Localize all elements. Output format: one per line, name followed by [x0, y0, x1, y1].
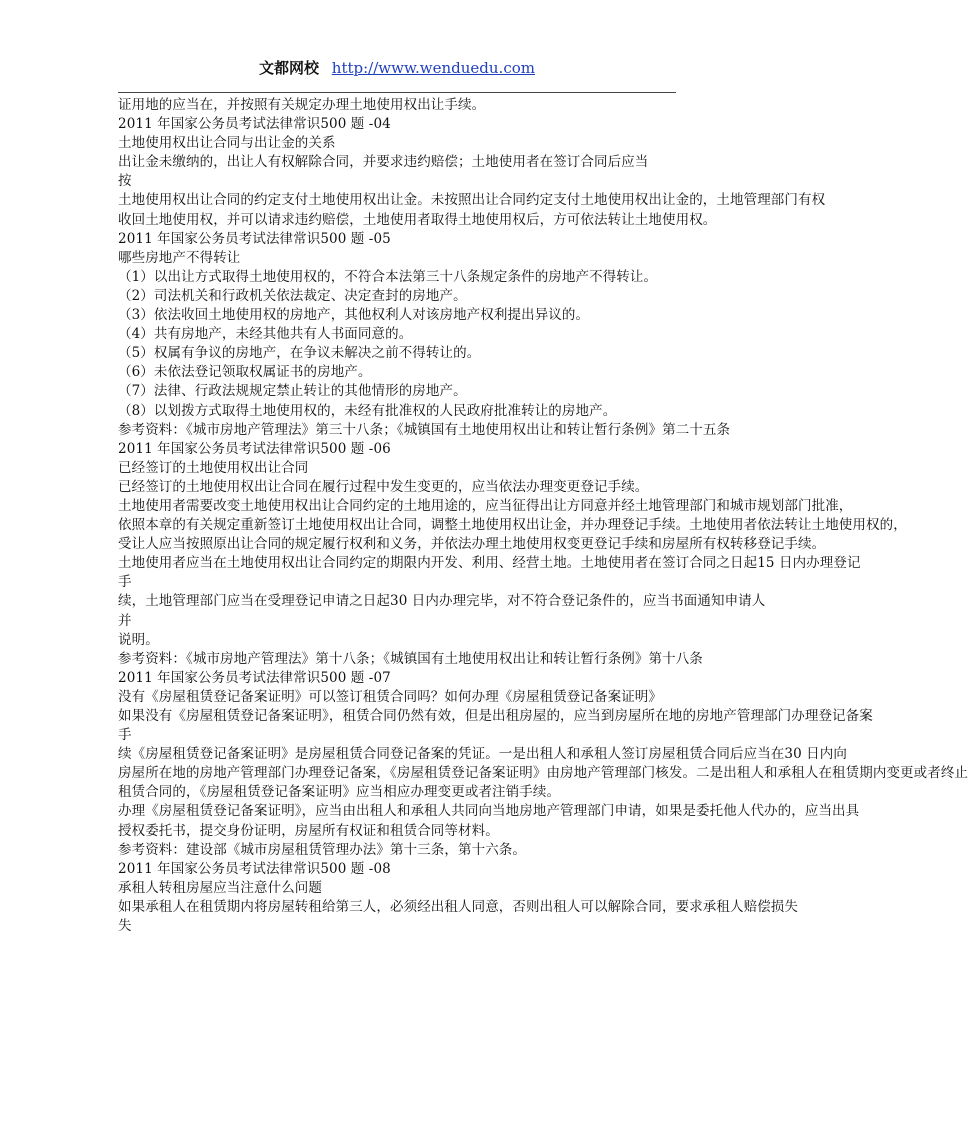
text-line: 2011 年国家公务员考试法律常识500 题 -05: [118, 230, 391, 247]
text-line: 证用地的应当在，并按照有关规定办理土地使用权出让手续。: [118, 97, 486, 113]
text-line: （8）以划拨方式取得土地使用权的，未经有批准权的人民政府批准转让的房地产。: [118, 402, 617, 419]
text-line: 失: [118, 918, 132, 935]
text-line: （1）以出让方式取得土地使用权的，不符合本法第三十八条规定条件的房地产不得转让。: [118, 268, 658, 285]
text-line: 2011 年国家公务员考试法律常识500 题 -07: [118, 669, 391, 686]
text-line: 承租人转租房屋应当注意什么问题: [118, 879, 322, 896]
text-line: 2011 年国家公务员考试法律常识500 题 -04: [118, 116, 391, 133]
text-line: 手: [118, 574, 132, 591]
text-line: （5）权属有争议的房地产，在争议未解决之前不得转让的。: [118, 345, 481, 362]
text-line: 受让人应当按照原出让合同的规定履行权利和义务，并依法办理土地使用权变更登记手续和房屋所有权转移登记手续。: [118, 536, 826, 553]
text-line: （6）未依法登记领取权属证书的房地产。: [118, 364, 372, 381]
text-line: 土地使用权出让合同与出让金的关系: [118, 135, 336, 152]
text-line: 参考资料：建设部《城市房屋租赁管理办法》第十三条，第十六条。: [118, 841, 526, 858]
text-line: 授权委托书，提交身份证明，房屋所有权证和租赁合同等材料。: [118, 822, 499, 839]
text-line: （7）法律、行政法规规定禁止转让的其他情形的房地产。: [118, 383, 467, 400]
text-line: 已经签订的土地使用权出让合同: [118, 459, 309, 476]
text-line: 2011 年国家公务员考试法律常识500 题 -08: [118, 860, 391, 877]
text-line: 参考资料：《城市房地产管理法》第十八条；《城镇国有土地使用权出让和转让暂行条例》第十八条: [118, 650, 703, 667]
text-line: 说明。: [118, 631, 159, 648]
text-line: 土地使用者应当在土地使用权出让合同约定的期限内开发、利用、经营土地。土地使用者在签订合同之日起15 日内办理登记: [118, 555, 861, 572]
text-line: 土地使用权出让合同的约定支付土地使用权出让金。未按照出让合同约定支付土地使用权出让金的，土地管理部门有权: [118, 192, 826, 209]
text-line: 依照本章的有关规定重新签订土地使用权出让合同，调整土地使用权出让金，并办理登记手续。土地使用者依法转让土地使用权的，: [118, 517, 907, 534]
text-line: 没有《房屋租赁登记备案证明》可以签订租赁合同吗？如何办理《房屋租赁登记备案证明》: [118, 688, 662, 705]
text-line: 如果承租人在租赁期内将房屋转租给第三人，必须经出租人同意，否则出租人可以解除合同，要求承租人赔偿损失: [118, 898, 798, 915]
text-line: 土地使用者需要改变土地使用权出让合同约定的土地用途的，应当征得出让方同意并经土地管理部门和城市规划部门批准，: [118, 497, 853, 514]
text-line: 手: [118, 727, 132, 744]
text-line: （2）司法机关和行政机关依法裁定、决定查封的房地产。: [118, 287, 467, 304]
text-line: 续，土地管理部门应当在受理登记申请之日起30 日内办理完毕，对不符合登记条件的，应当书面通知申请人: [118, 593, 766, 610]
text-line: 参考资料：《城市房地产管理法》第三十八条；《城镇国有土地使用权出让和转让暂行条例》第二十五条: [118, 421, 731, 438]
text-line: 租赁合同的，《房屋租赁登记备案证明》应当相应办理变更或者注销手续。: [118, 784, 561, 801]
text-line: （3）依法收回土地使用权的房地产，其他权利人对该房地产权利提出异议的。: [118, 307, 590, 324]
text-line: 哪些房地产不得转让: [118, 249, 241, 266]
text-line: 并: [118, 612, 132, 629]
text-line: 房屋所在地的房地产管理部门办理登记备案，《房屋租赁登记备案证明》由房地产管理部门核发。二是出租人和承租人在租赁期内变更或者终止: [118, 765, 968, 782]
text-line: 如果没有《房屋租赁登记备案证明》，租赁合同仍然有效，但是出租房屋的，应当到房屋所在地的房地产管理部门办理登记备案: [118, 708, 873, 724]
page-header: [0, 58, 794, 78]
text-line: 出让金未缴纳的，出让人有权解除合同，并要求违约赔偿；土地使用者在签订合同后应当: [118, 154, 649, 171]
text-line: 办理《房屋租赁登记备案证明》，应当由出租人和承租人共同向当地房地产管理部门申请，如果是委托他人代办的，应当出具: [118, 803, 860, 820]
text-line: 按: [118, 173, 132, 190]
header-divider: [118, 92, 676, 93]
text-line: 续《房屋租赁登记备案证明》是房屋租赁合同登记备案的凭证。一是出租人和承租人签订房屋租赁合同后应当在30 日内向: [118, 746, 847, 763]
site-url-link[interactable]: http://www.wenduedu.com: [331, 59, 535, 77]
site-brand: 文都网校: [259, 59, 320, 77]
text-line: 收回土地使用权，并可以请求违约赔偿，土地使用者取得土地使用权后，方可依法转让土地使用权。: [118, 211, 717, 228]
text-line: （4）共有房地产，未经其他共有人书面同意的。: [118, 326, 413, 343]
text-line: 2011 年国家公务员考试法律常识500 题 -06: [118, 440, 391, 457]
document-body: [118, 96, 968, 936]
text-line: 已经签订的土地使用权出让合同在履行过程中发生变更的，应当依法办理变更登记手续。: [118, 478, 649, 495]
